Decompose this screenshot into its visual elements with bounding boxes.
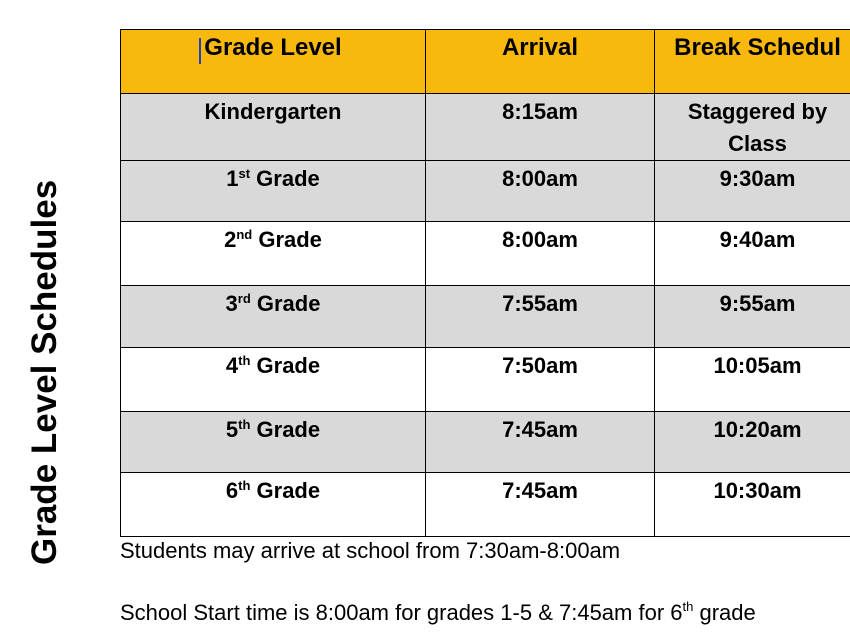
grade-cell	[121, 222, 426, 286]
grade-word: Grade	[250, 478, 321, 503]
grade-ordinal-suffix: th	[238, 417, 251, 432]
header-break-schedule: Break Schedul	[655, 30, 850, 94]
table-row	[121, 161, 850, 222]
start-time-note-suffix: grade	[693, 600, 756, 625]
start-time-note-text: School Start time is 8:00am for grades 1-5 & 7:45am for 6	[120, 600, 683, 625]
arrival-cell: 7:50am	[426, 348, 655, 412]
header-grade-level: Grade Level	[121, 30, 426, 94]
table-row	[121, 473, 850, 537]
arrival-cell: 8:00am	[426, 222, 655, 286]
schedule-table-container	[120, 29, 850, 537]
grade-cell	[121, 161, 426, 222]
break-cell: 10:20am	[655, 412, 850, 473]
grade-word: Grade	[250, 291, 321, 316]
grade-ordinal-suffix: th	[238, 478, 251, 493]
arrival-window-note: Students may arrive at school from 7:30am-8:00am	[120, 538, 621, 563]
grade-ordinal-suffix: nd	[236, 227, 253, 242]
grade-ordinal-suffix: st	[238, 166, 251, 181]
break-cell: 9:55am	[655, 286, 850, 348]
grade-number: 6	[225, 478, 239, 503]
grade-word: Grade	[250, 353, 321, 378]
start-time-note	[120, 600, 756, 626]
grade-cell	[121, 286, 426, 348]
table-row	[121, 286, 850, 348]
grade-ordinal-suffix: rd	[237, 291, 251, 306]
start-time-note-sup: th	[682, 599, 694, 614]
schedule-table	[120, 29, 850, 537]
text-cursor	[199, 38, 201, 64]
break-cell: 9:40am	[655, 222, 850, 286]
grade-number: Kindergarten	[204, 99, 342, 124]
table-row	[121, 412, 850, 473]
grade-number: 3	[225, 291, 238, 316]
arrival-cell: 8:15am	[426, 94, 655, 161]
arrival-cell: 7:45am	[426, 473, 655, 537]
header-arrival: Arrival	[426, 30, 655, 94]
grade-number: 4	[225, 353, 239, 378]
arrival-cell: 8:00am	[426, 161, 655, 222]
grade-number: 2	[224, 227, 237, 252]
break-cell: 10:30am	[655, 473, 850, 537]
grade-number: 1	[226, 166, 239, 191]
arrival-cell: 7:55am	[426, 286, 655, 348]
table-row	[121, 222, 850, 286]
grade-cell	[121, 412, 426, 473]
grade-cell	[121, 94, 426, 161]
break-cell: 10:05am	[655, 348, 850, 412]
side-title: Grade Level Schedules	[25, 179, 64, 565]
grade-word: Grade	[250, 417, 321, 442]
grade-word: Grade	[252, 227, 322, 252]
break-cell: Staggered by Class	[655, 94, 850, 161]
grade-ordinal-suffix: th	[238, 353, 251, 368]
table-row	[121, 348, 850, 412]
grade-number: 5	[225, 417, 239, 442]
arrival-cell: 7:45am	[426, 412, 655, 473]
break-cell: 9:30am	[655, 161, 850, 222]
table-row	[121, 94, 850, 161]
grade-cell	[121, 473, 426, 537]
grade-word: Grade	[250, 166, 320, 191]
table-header-row	[121, 30, 850, 94]
grade-cell	[121, 348, 426, 412]
